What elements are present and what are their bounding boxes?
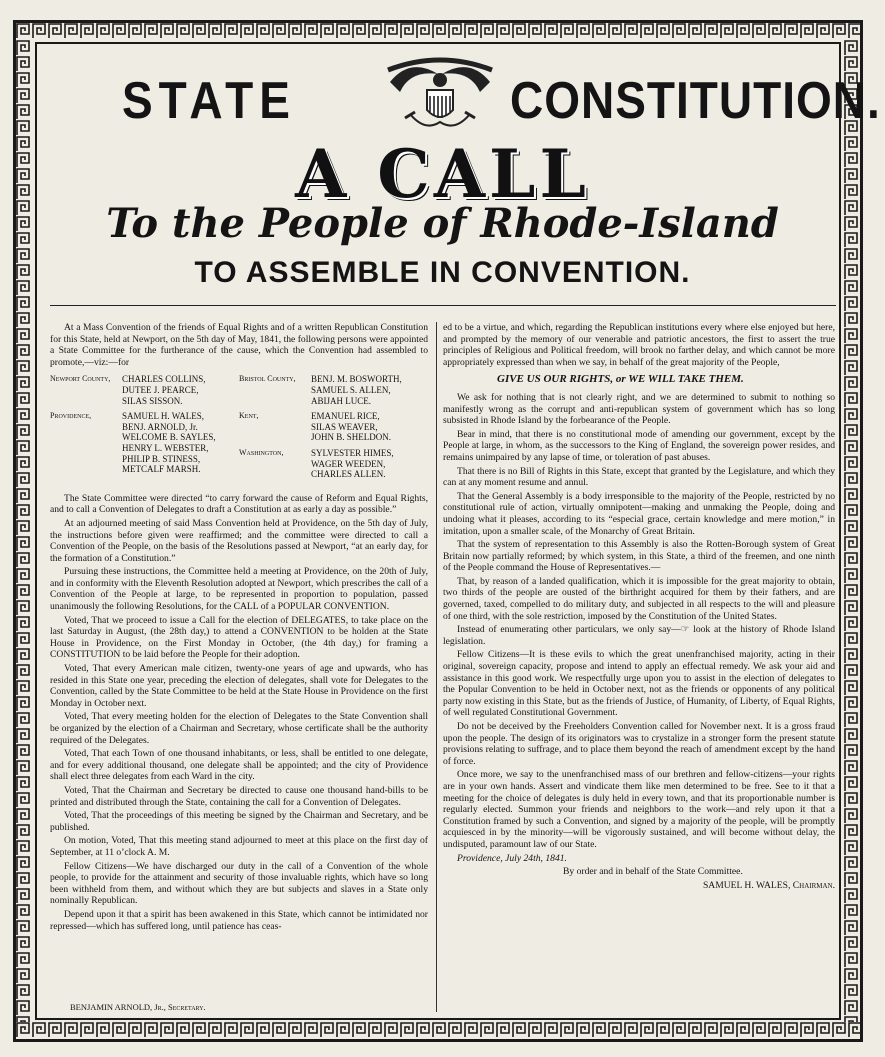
resolution: Voted, That the proceedings of this meeting be signed by the Chairman and Secretary, and be published. bbox=[50, 810, 428, 833]
heading-people: To the People of Rhode-Island bbox=[106, 200, 779, 247]
order-line: By order and in behalf of the State Committee. bbox=[563, 866, 743, 878]
date-line: Providence, July 24th, 1841. bbox=[457, 852, 567, 864]
column-divider bbox=[436, 322, 437, 1012]
member-names: BENJ. M. BOSWORTH, SAMUEL S. ALLEN, ABIJAH LUCE. bbox=[311, 374, 402, 406]
paragraph: That the General Assembly is a body irresponsible to the majority of the People, restricted by no constitutional rule of action, virtually omnipotent—making and unmaking the People, doing and undoing what it pleases, according to its “especial grace, certain knowledge and mere motion,” in imitation, upon a smaller scale, of the Monarchy of Great Britain. bbox=[443, 490, 835, 537]
resolution: Voted, That each Town of one thousand inhabitants, or less, shall be entitled to one delegate, and for every additional thousand, one delegate shall be appointed; and the city of Providence shall elect three delegates from each Ward in the city. bbox=[50, 748, 428, 783]
paragraph: ed to be a virtue, and which, regarding the Republican institutions every where else enjoyed but here, and prompted by the memory of our venerable and patriotic ancestors, the first to assert the true principles of Religious and Political freedom, will brook no farther delay, and which cannot be more appropriately expressed than when we say, in behalf of the great majority of the People, bbox=[443, 322, 835, 368]
greek-key-bottom bbox=[16, 1022, 860, 1038]
resolution: Voted, That every meeting holden for the election of Delegates to the State Convention shall be organized by the election of a Chairman and Secretary, whose certificate shall be the authority required of the Delegates. bbox=[50, 711, 428, 746]
paragraph: The State Committee were directed “to carry forward the cause of Reform and Equal Rights, and to call a Convention of Delegates to draft a Constitution at as early a day as possible.” bbox=[50, 492, 428, 516]
resolution: Voted, That every American male citizen, twenty-one years of age and upwards, who has resided in this State one year, preceding the election of delegates, shall vote for Delegates to the Convention, called by the State Committee to be held at the State House in Providence on the first Monday in October next. bbox=[50, 663, 428, 709]
chairman-signature: SAMUEL H. WALES, Chairman. bbox=[702, 879, 835, 891]
title-constitution: CONSTITUTION. bbox=[510, 71, 881, 130]
paragraph: At an adjourned meeting of said Mass Convention held at Providence, on the 5th day of July, the instructions before given were reaffirmed; and the committee were directed to call a Convention of the People, on the basis of the Resolutions passed at Newport, “at an early day, for the formation of a Constitution.” bbox=[50, 517, 428, 564]
right-column bbox=[443, 322, 835, 893]
paragraph: At a Mass Convention of the friends of Equal Rights and of a written Republican Constitution for this State, held at Newport, on the 5th day of May, 1841, the following persons were appointed a State Committee for the furtherance of the cause, which the Convention had assembled to promote,—viz:—for bbox=[50, 322, 428, 368]
eagle-seal-icon bbox=[380, 52, 500, 137]
secretary-signature: BENJAMIN ARNOLD, Jr., Secretary. bbox=[70, 1002, 206, 1012]
greek-key-top bbox=[16, 23, 860, 39]
county-label: Providence, bbox=[50, 411, 92, 421]
heading-assemble: TO ASSEMBLE IN CONVENTION. bbox=[194, 256, 691, 289]
paragraph: Pursuing these instructions, the Committee held a meeting at Providence, on the 20th of July, and in conformity with the Eleventh Resolution adopted at Newport, which prescribes the call of a Convention of the People at large, to be represented in proportion to population, passed unanimously the following Resolutions, for the CALL of a POPULAR CONVENTION. bbox=[50, 566, 428, 613]
header-rule bbox=[50, 305, 836, 306]
county-label: Newport County, bbox=[50, 374, 111, 384]
paragraph: We ask for nothing that is not clearly right, and we are determined to submit to nothing so manifestly wrong as the corrupt and anti-republican system of government which has so long subsisted in Rhode Island by the forbearance of the People. bbox=[443, 391, 835, 427]
heading-a-call: A CALL bbox=[295, 135, 590, 213]
committee-list bbox=[50, 374, 428, 484]
paragraph: Fellow Citizens—We have discharged our duty in the call of a Convention of the whole people, to provide for the attainment and security of those invaluable rights, which have so long been withheld from them, and without which they are but subjects and slaves in a State only nominally Republican. bbox=[50, 860, 428, 907]
resolution: Voted, That the Chairman and Secretary be directed to cause one thousand hand-bills to be printed and distributed through the State, containing the call for a Convention of Delegates. bbox=[50, 784, 428, 808]
county-label: Bristol County, bbox=[239, 374, 296, 384]
member-names: EMANUEL RICE, SILAS WEAVER, JOHN B. SHELDON. bbox=[311, 411, 392, 443]
motto: GIVE US OUR RIGHTS, or WE WILL TAKE THEM. bbox=[497, 373, 744, 386]
paragraph: Once more, we say to the unenfranchised mass of our brethren and fellow-citizens—your rights are in your own hands. Assert and vindicate them like men determined to be free. See to it that a meeting for the choice of delegates is duly held in every town, and that its proportionable number is regularly elected. Summon your friends and neighbors to the work—and rely upon it that a Constitution framed by such a Convention, and signed by a majority of the people, will be promptly acquiesced in by the minority—will be vigorously sustained, and will become without delay, the undisputed, paramount law of our State. bbox=[443, 769, 835, 850]
member-names: SYLVESTER HIMES, WAGER WEEDEN, CHARLES ALLEN. bbox=[311, 447, 394, 480]
paragraph: Fellow Citizens—It is these evils to which the great unenfranchised majority, acting in their original, sovereign capacity, propose and intend to apply an effectual remedy. We ask your aid and assistance in this good work. We respectfully urge upon you to assist in the election of delegates to the Popular Convention to be held in October next, not as the friends or opponents of any political party now existing in this State, but as the friends of Justice, of Humanity, of Liberty, of Equal Rights, of well regulated Constitutional Government. bbox=[443, 649, 835, 719]
paragraph: That the system of representation to this Assembly is also the Rotten-Borough system of Great Britain now partially reformed; by which system, in this State, a third of the freemen, and one ninth of the People command the House of Representatives.— bbox=[443, 539, 835, 574]
paragraph: Do not be deceived by the Freeholders Convention called for November next. It is a gross fraud upon the people. The design of its originators was to crystalize in a stronger form the present statute provisions relating to suffrage, and to place them beyond the reach of amendment except by the hand of force. bbox=[443, 721, 835, 767]
resolution: Voted, That we proceed to issue a Call for the election of DELEGATES, to take place on the last Saturday in August, (the 28th day,) to attend a CONVENTION to be holden at the State House in Providence, on the First Monday in October, (the 4th day,) for framing a CONSTITUTION to be laid before the People for their adoption. bbox=[50, 614, 428, 661]
title-state: STATE bbox=[122, 71, 296, 130]
paragraph: Depend upon it that a spirit has been awakened in this State, which cannot be intimidated nor repressed—which has suffered long, until patience has ceas- bbox=[50, 908, 428, 932]
county-label: Kent, bbox=[239, 411, 259, 421]
paragraph: That there is no Bill of Rights in this State, except that granted by the Legislature, and which they can at any moment resume and annul. bbox=[443, 465, 835, 489]
left-column bbox=[50, 322, 428, 934]
member-names: SAMUEL H. WALES, BENJ. ARNOLD, Jr. WELCOME B. SAYLES, HENRY L. WEBSTER, PHILIP B. STINESS, METCALF MARSH. bbox=[122, 411, 216, 475]
paragraph: That, by reason of a landed qualification, which it is impossible for the great majority to obtain, two thirds of the people are ousted of the birthright acquired for them by their fathers, and are governed, taxed, compelled to do military duty, and subjected in all respects to the will and pleasure of one third, with the sole restriction, imposed by the Constitution of the United States. bbox=[443, 575, 835, 622]
paragraph: Bear in mind, that there is no constitutional mode of amending our government, except by the People at large, in whom, as the successors to the King of England, the sovereign power resides, and remains unimpaired by any lapse of time, or toleration of past abuses. bbox=[443, 428, 835, 463]
county-label: Washington, bbox=[239, 447, 284, 457]
resolution: On motion, Voted, That this meeting stand adjourned to meet at this place on the first day of September, at 11 o’clock A. M. bbox=[50, 835, 428, 858]
paragraph: Instead of enumerating other particulars, we only say—☞ look at the history of Rhode Island legislation. bbox=[443, 624, 835, 647]
member-names: CHARLES COLLINS, DUTEE J. PEARCE, SILAS SISSON. bbox=[122, 374, 206, 406]
